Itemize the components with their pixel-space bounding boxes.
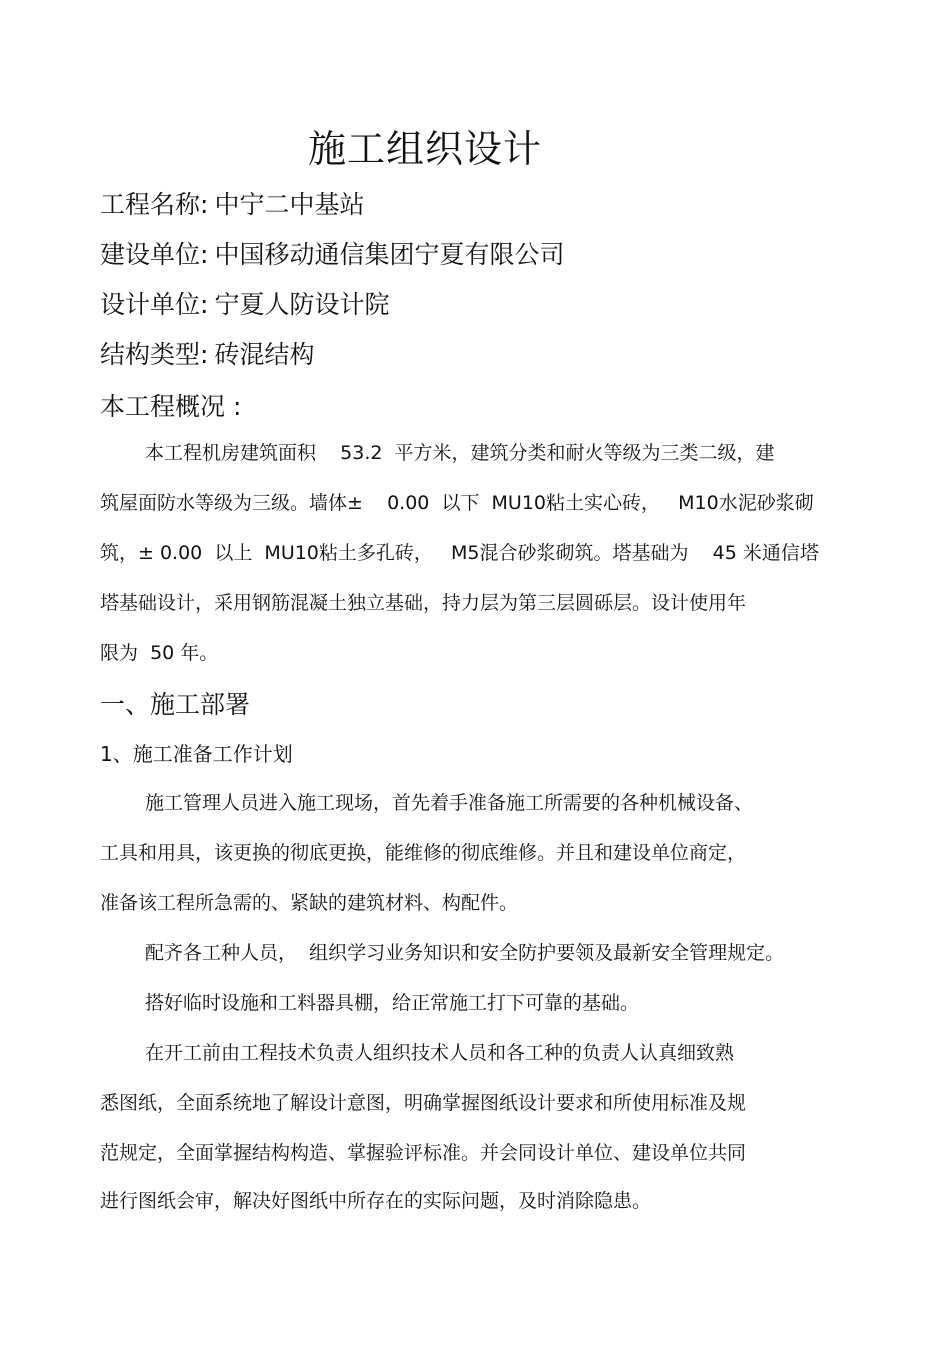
field-value: 砖混结构 bbox=[214, 340, 315, 369]
overview-line-5: 限为 50 年。 bbox=[100, 642, 219, 664]
field-value: 中国移动通信集团宁夏有限公司 bbox=[214, 240, 565, 269]
para1-line-1: 施工管理人员进入施工现场，首先着手准备施工所需要的各种机械设备、 bbox=[145, 792, 754, 814]
overview-line-4: 塔基础设计，采用钢筋混凝土独立基础，持力层为第三层圆砾层。设计使用年 bbox=[100, 592, 747, 614]
field-structure-type bbox=[100, 335, 314, 371]
para1-line-3: 准备该工程所急需的、紧缺的建筑材料、构配件。 bbox=[100, 892, 519, 914]
field-value: 中宁二中基站 bbox=[214, 190, 365, 219]
field-label: 结构类型: bbox=[100, 340, 209, 369]
subsection-heading: 1、施工准备工作计划 bbox=[100, 742, 293, 766]
para3: 搭好临时设施和工料器具棚，给正常施工打下可靠的基础。 bbox=[145, 992, 640, 1014]
section-heading: 一、施工部署 bbox=[100, 690, 251, 719]
document-title: 施工组织设计 bbox=[307, 127, 542, 171]
overview-line-3: 筑，± 0.00 以上 MU10粘土多孔砖， M5混合砂浆砌筑。塔基础为 45 米通信塔 bbox=[100, 542, 819, 564]
para4-line-3: 范规定，全面掌握结构构造、掌握验评标准。并会同设计单位、建设单位共同 bbox=[100, 1142, 747, 1164]
field-design-unit bbox=[100, 285, 389, 321]
para4-line-2: 悉图纸，全面系统地了解设计意图，明确掌握图纸设计要求和所使用标准及规 bbox=[100, 1092, 747, 1114]
field-project-name bbox=[100, 185, 364, 221]
overview-line-2: 筑屋面防水等级为三级。墙体± 0.00 以下 MU10粘土实心砖， M10水泥砂浆砌 bbox=[100, 492, 814, 514]
para2: 配齐各工种人员， 组织学习业务知识和安全防护要领及最新安全管理规定。 bbox=[145, 942, 785, 964]
field-value: 宁夏人防设计院 bbox=[214, 290, 390, 319]
field-label: 工程名称: bbox=[100, 190, 209, 219]
para4-line-4: 进行图纸会审，解决好图纸中所存在的实际问题，及时消除隐患。 bbox=[100, 1190, 652, 1212]
field-construction-unit bbox=[100, 235, 564, 271]
field-label: 设计单位: bbox=[100, 290, 209, 319]
overview-heading: 本工程概况 : bbox=[100, 392, 242, 421]
para1-line-2: 工具和用具，该更换的彻底更换，能维修的彻底维修。并且和建设单位商定， bbox=[100, 842, 747, 864]
field-label: 建设单位: bbox=[100, 240, 209, 269]
overview-line-1: 本工程机房建筑面积 53.2 平方米，建筑分类和耐火等级为三类二级，建 bbox=[145, 442, 775, 464]
para4-line-1: 在开工前由工程技术负责人组织技术人员和各工种的负责人认真细致熟 bbox=[145, 1042, 735, 1064]
